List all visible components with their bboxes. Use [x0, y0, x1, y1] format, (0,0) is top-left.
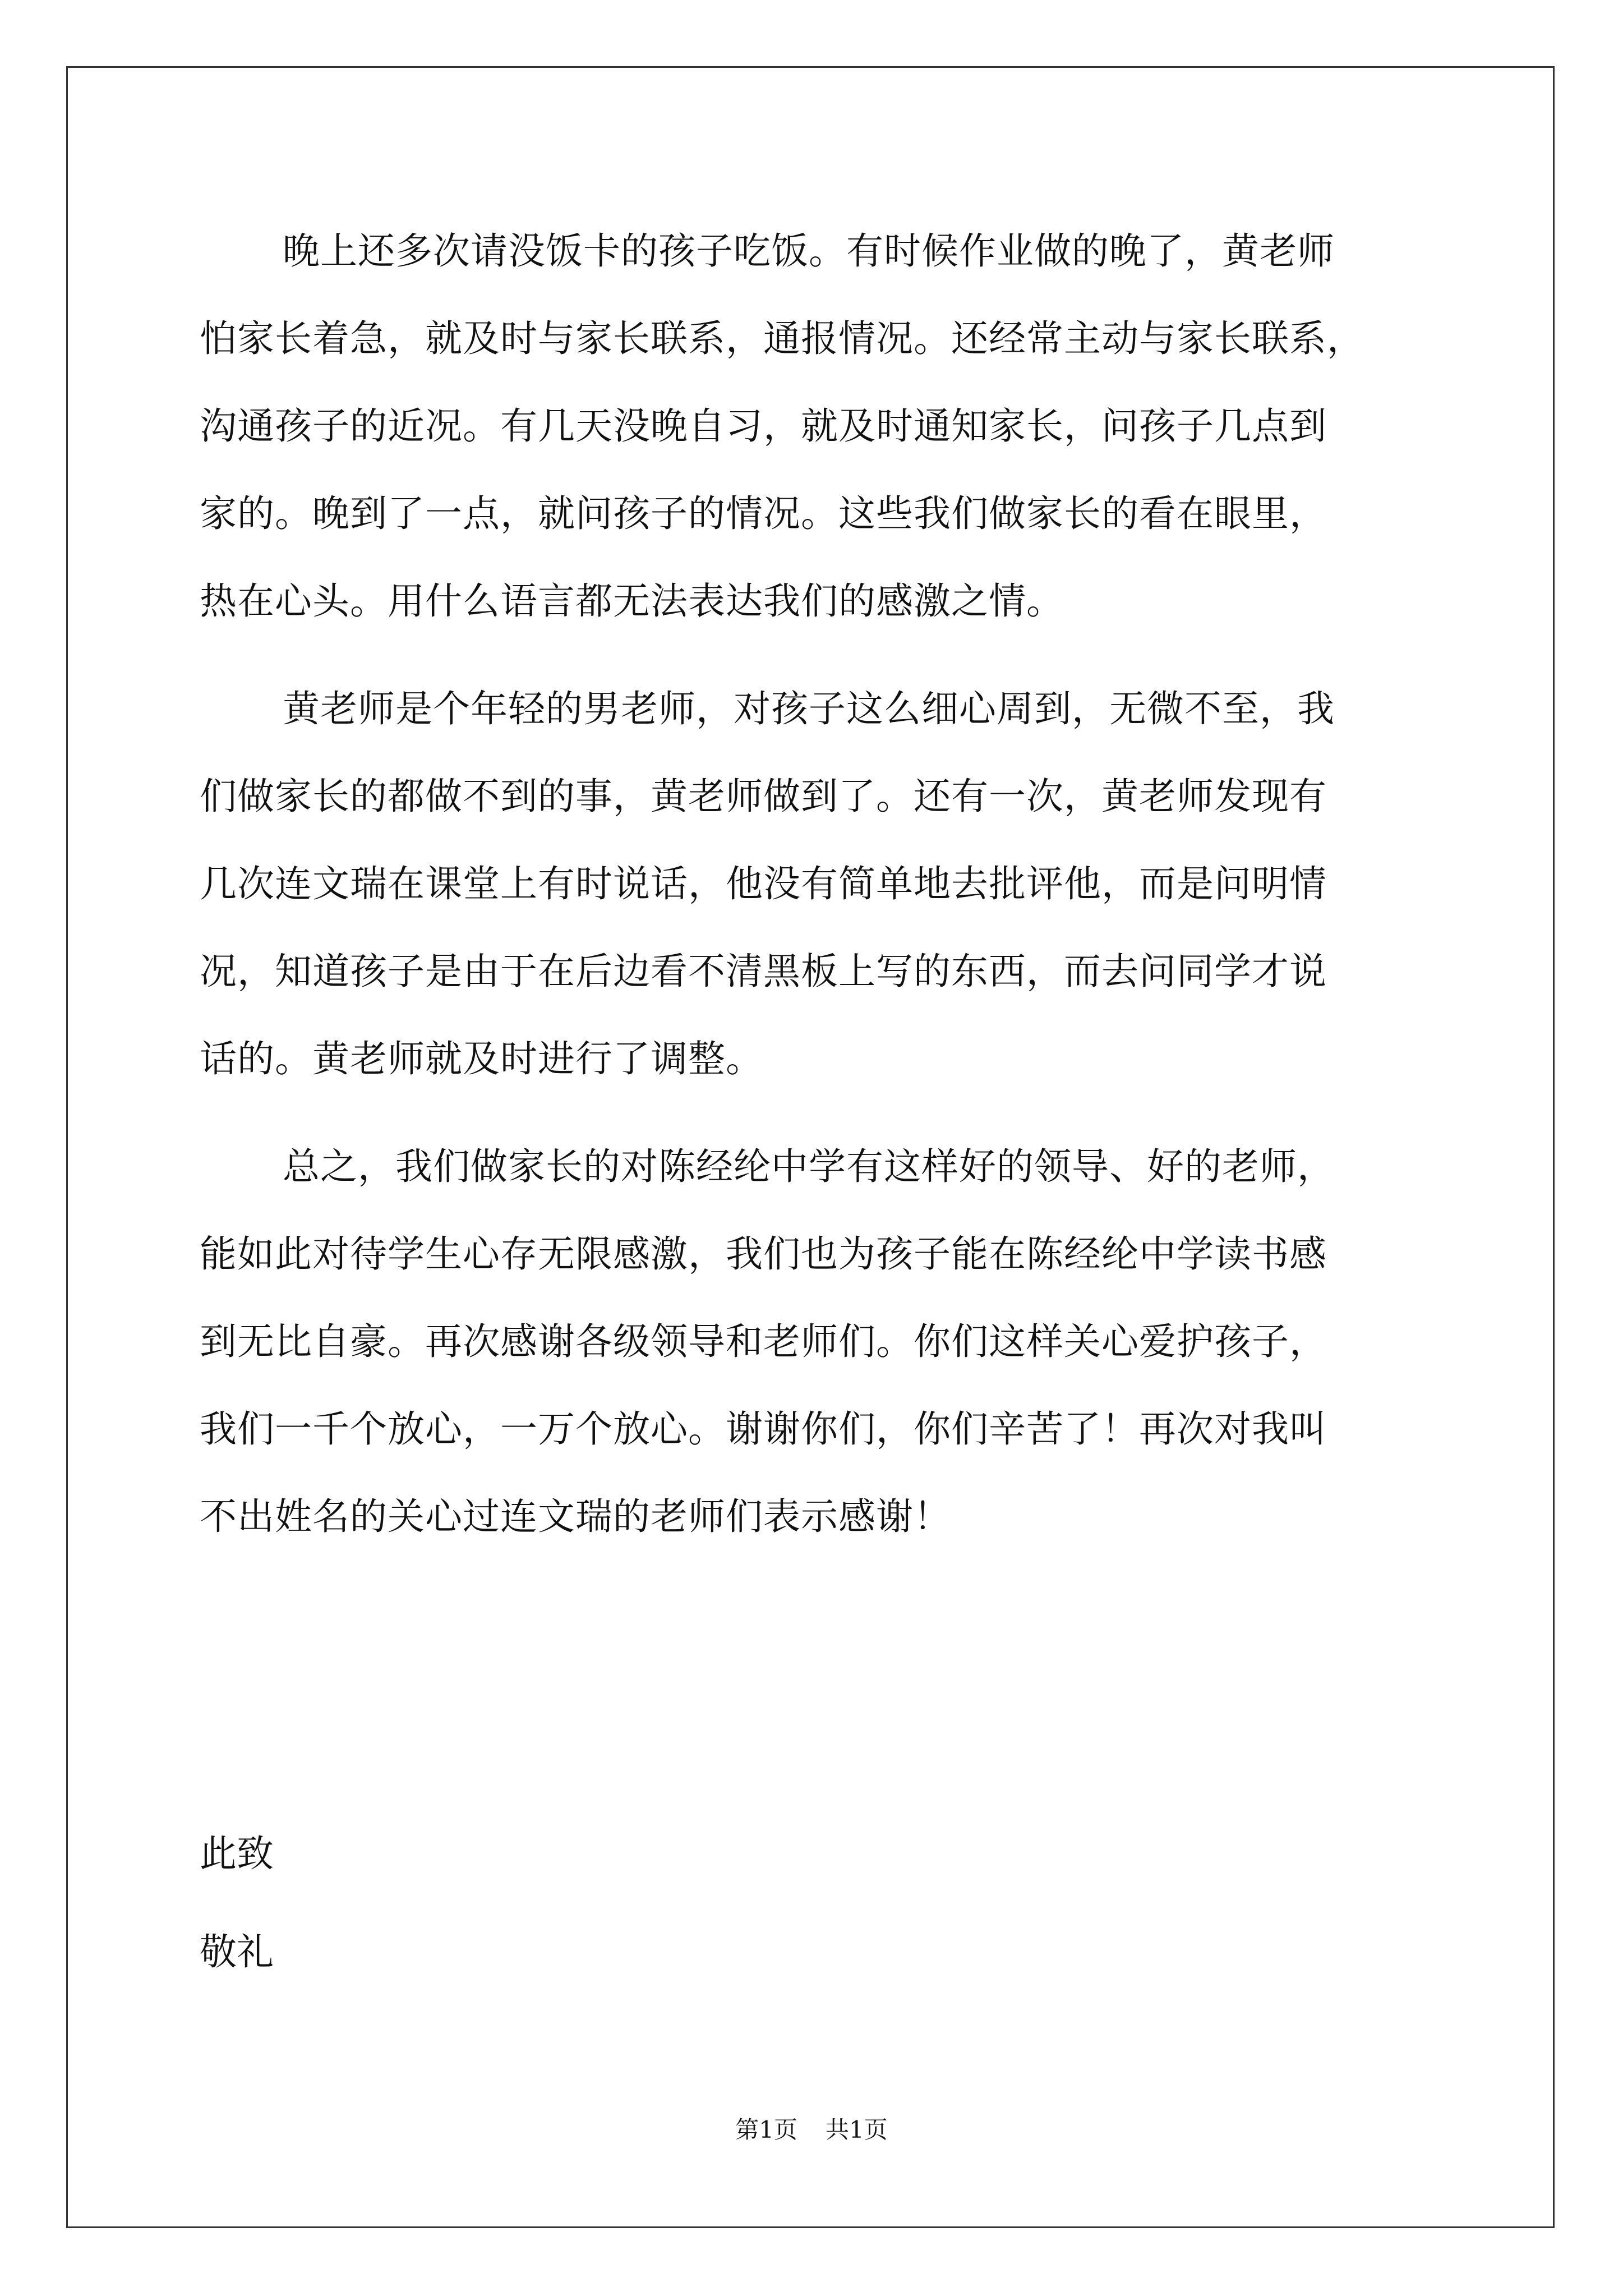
closing-salutation: 此致: [200, 1832, 274, 1875]
page-total: 共1页: [826, 2116, 888, 2143]
paragraph-3-line-3: 到无比自豪。再次感谢各级领导和老师们。你们这样关心爱护孩子，: [200, 1320, 1327, 1363]
closing-regards: 敬礼: [200, 1930, 274, 1973]
page-footer: [0, 2116, 1623, 2144]
paragraph-3-line-5: 不出姓名的关心过连文瑞的老师们表示感谢！: [200, 1495, 951, 1538]
paragraph-2-line-1: 黄老师是个年轻的男老师，对孩子这么细心周到，无微不至，我: [283, 687, 1335, 730]
paragraph-2-line-3: 几次连文瑞在课堂上有时说话，他没有简单地去批评他，而是问明情: [200, 862, 1327, 905]
paragraph-1-line-1: 晚上还多次请没饭卡的孩子吃饭。有时候作业做的晚了，黄老师: [283, 229, 1335, 273]
paragraph-3-line-4: 我们一千个放心，一万个放心。谢谢你们，你们辛苦了！再次对我叫: [200, 1407, 1327, 1451]
paragraph-3-line-2: 能如此对待学生心存无限感激，我们也为孩子能在陈经纶中学读书感: [200, 1232, 1327, 1276]
paragraph-3-line-1: 总之，我们做家长的对陈经纶中学有这样好的领导、好的老师，: [283, 1145, 1335, 1188]
paragraph-1-line-5: 热在心头。用什么语言都无法表达我们的感激之情。: [200, 579, 1064, 623]
paragraph-1-line-4: 家的。晚到了一点，就问孩子的情况。这些我们做家长的看在眼里，: [200, 492, 1327, 535]
paragraph-2-line-2: 们做家长的都做不到的事，黄老师做到了。还有一次，黄老师发现有: [200, 775, 1327, 818]
paragraph-2-line-4: 况，知道孩子是由于在后边看不清黑板上写的东西，而去问同学才说: [200, 950, 1327, 993]
paragraph-2-line-5: 话的。黄老师就及时进行了调整。: [200, 1037, 763, 1080]
paragraph-1-line-3: 沟通孩子的近况。有几天没晚自习，就及时通知家长，问孩子几点到: [200, 404, 1327, 448]
paragraph-1-line-2: 怕家长着急，就及时与家长联系，通报情况。还经常主动与家长联系，: [200, 317, 1364, 360]
page-number: 第1页: [735, 2116, 797, 2143]
letter-body: [200, 208, 1422, 1561]
